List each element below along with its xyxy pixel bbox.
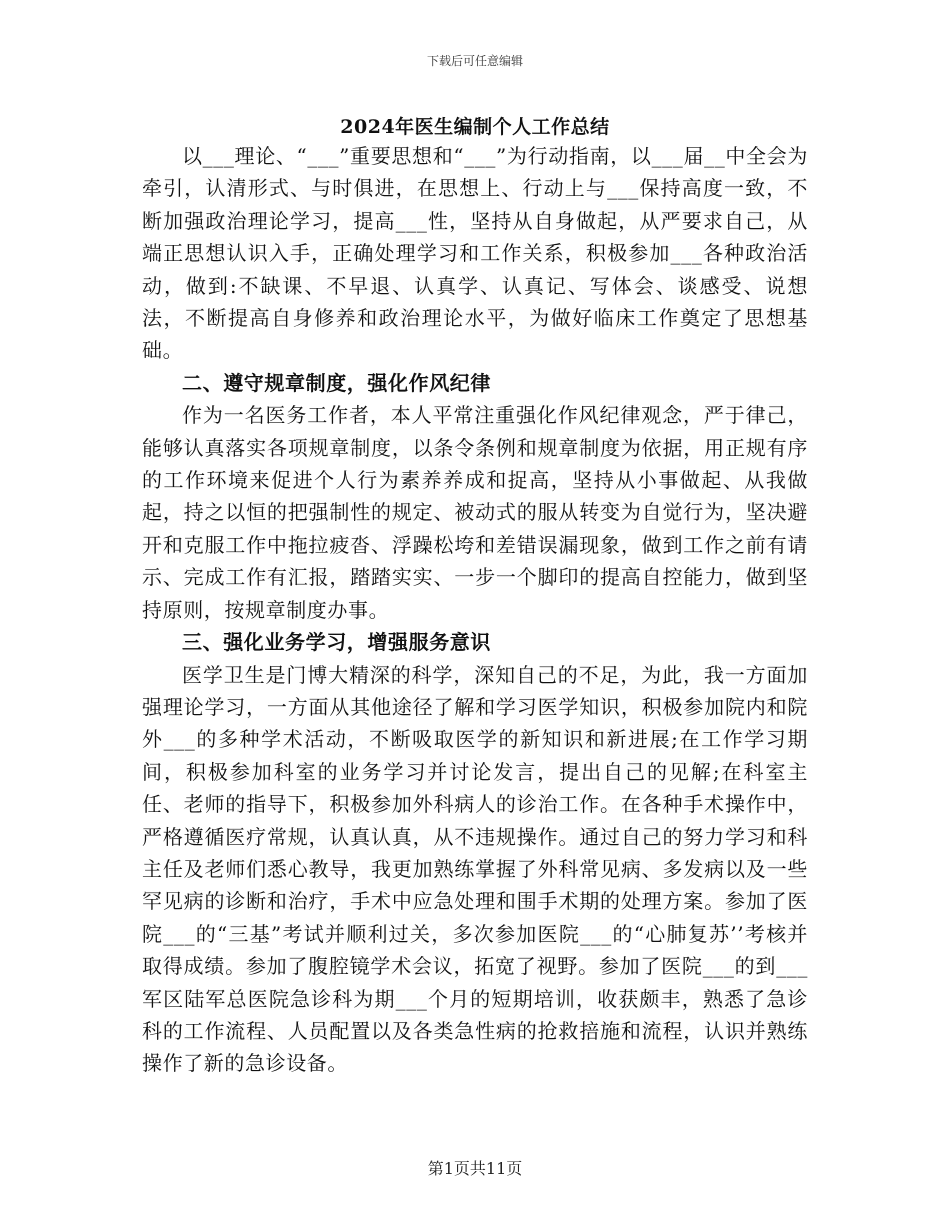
paragraph-political-study: 以___理论、“___”重要思想和“___”为行动指南，以___届__中全会为牵引，认清形式、与时俱进，在思想上、行动上与___保持高度一致，不断加强政治理论学习，提高___性，坚持从自身做起，从严要求自己，从端正思想认识入手，正确处理学习和工作关系，积极参加___各种政治活动，做到:不缺课、不早退、认真学、认真记、写体会、谈感受、说想法，不断提高自身修养和政治理论水平，为做好临床工作奠定了思想基础。 [142, 144, 808, 363]
paragraph-professional-study: 医学卫生是门博大精深的科学，深知自己的不足，为此，我一方面加强理论学习，一方面从其他途径了解和学习医学知识，积极参加院内和院外___的多种学术活动，不断吸取医学的新知识和新进展;在工作学习期间，积极参加科室的业务学习并讨论发言，提出自己的见解;在科室主任、老师的指导下，积极参加外科病人的诊治工作。在各种手术操作中，严格遵循医疗常规，认真认真，从不违规操作。通过自己的努力学习和科主任及老师们悉心教导，我更加熟练掌握了外科常见病、多发病以及一些罕见病的诊断和治疗，手术中应急处理和围手术期的处理方案。参加了医院___的“三基”考试并顺利过关，多次参加医院___的“心肺复苏’’考核并取得成绩。参加了腹腔镜学术会议，拓宽了视野。参加了医院___的到___军区陆军总医院急诊科为期___个月的短期培训，收获颇丰，熟悉了急诊科的工作流程、人员配置以及各类急性病的抢救掊施和流程，认识并熟练操作了新的急诊设备。 [142, 662, 808, 1076]
page-header-note: 下载后可任意编辑 [426, 54, 523, 68]
section-heading-discipline: 二、遵守规章制度，强化作风纪律 [182, 370, 491, 395]
section-heading-professional-study: 三、强化业务学习，增强服务意识 [182, 630, 491, 655]
paragraph-discipline: 作为一名医务工作者，本人平常注重强化作风纪律观念，严于律己，能够认真落实各项规章制度，以条令条例和规章制度为依据，用正规有序的工作环境来促进个人行为素养养成和捉高，坚持从小事做起、从我做起，持之以恒的把强制性的规定、被动式的服从转变为自觉行为，坚决避开和克服工作中拖拉疲沓、浮躁松垮和差错误漏现象，做到工作之前有请示、完成工作有汇报，踏踏实实、一步一个脚印的提高自控能力，做到坚持原则，按规章制度办事。 [142, 403, 808, 622]
document-title: 2024年医生编制个人工作总结 [340, 116, 610, 138]
document-body [142, 140, 808, 1080]
page-number: 第1页共11页 [427, 1159, 523, 1178]
